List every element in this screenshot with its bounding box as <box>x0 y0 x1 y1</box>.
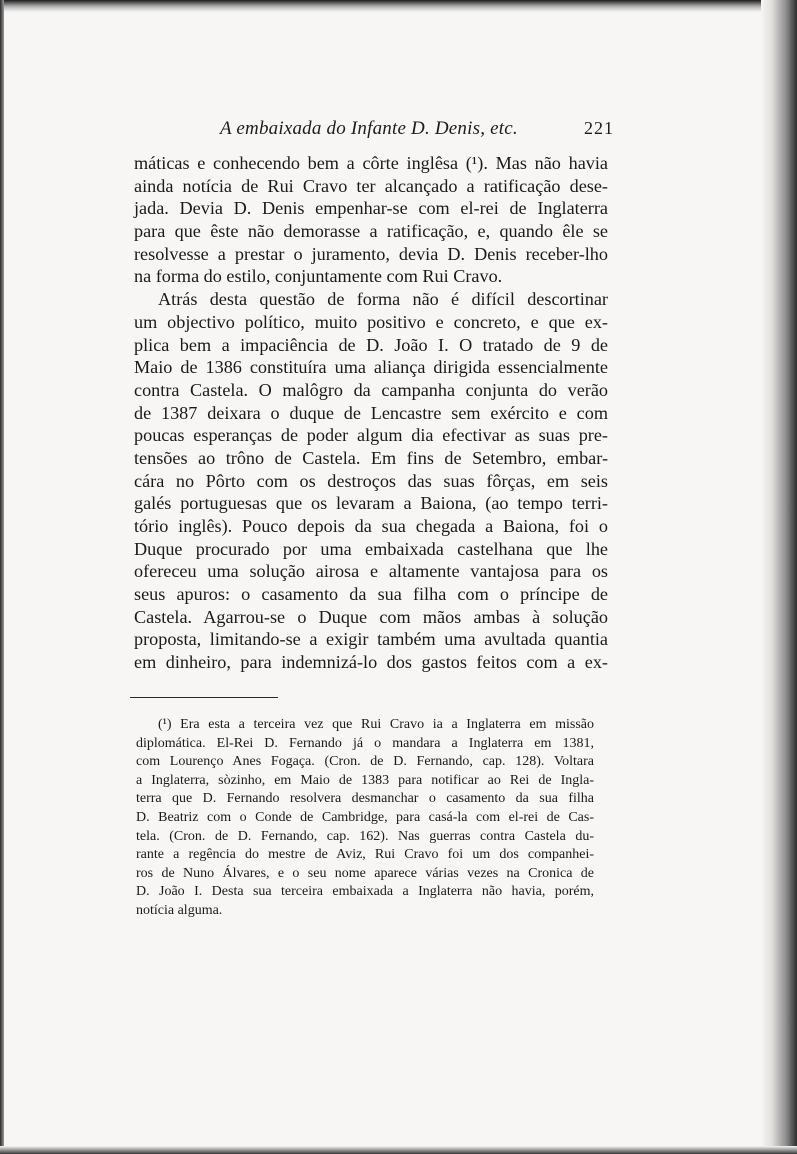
body-line: na forma do estilo, conjuntamente com Rui Cravo. <box>134 266 503 287</box>
scan-edge-top <box>0 0 797 12</box>
body-line: um objectivo político, muito positivo e concreto, e que ex- <box>134 311 608 332</box>
footnote-line: D. Beatriz com o Conde de Cambridge, para casá-la com el-rei de Cas- <box>136 809 594 825</box>
footnote-line: (¹) Era esta a terceira vez que Rui Cravo ia a Inglaterra em missão <box>158 717 594 732</box>
main-text <box>134 152 608 674</box>
page-number: 221 <box>584 118 614 138</box>
body-line: plica bem a impaciência de D. João I. O tratado de 9 de <box>134 334 608 355</box>
footnote-line: com Lourenço Anes Fogaça. (Cron. de D. Fernando, cap. 128). Voltara <box>136 754 594 770</box>
body-line: Maio de 1386 constituíra uma aliança dirigida essencialmente <box>134 357 608 378</box>
body-line: Duque procurado por uma embaixada castelhana que lhe <box>134 538 608 559</box>
running-title: A embaixada do Infante D. Denis, etc. <box>220 118 518 139</box>
body-line: jada. Devia D. Denis empenhar-se com el-rei de Inglaterra <box>134 198 608 219</box>
body-line: proposta, limitando-se a exigir também uma avultada quantia <box>134 629 608 650</box>
footnote-line: terra que D. Fernando resolvera desmanchar o casamento da sua filha <box>136 791 594 807</box>
body-line: de 1387 deixara o duque de Lencastre sem exército e com <box>134 402 608 423</box>
footnote-line: ros de Nuno Álvares, e o seu nome aparece várias vezes na Cronica de <box>136 865 594 881</box>
scan-edge-bottom <box>0 1146 797 1154</box>
running-header <box>134 118 614 144</box>
body-line: em dinheiro, para indemnizá-lo dos gastos feitos com a ex- <box>134 652 608 673</box>
footnote-line: rante a regência do mestre de Aviz, Rui Cravo foi um dos companhei- <box>136 847 594 863</box>
body-line: ofereceu uma solução airosa e altamente vantajosa para os <box>134 561 608 582</box>
footnote-line: diplomática. El-Rei D. Fernando já o mandara a Inglaterra em 1381, <box>136 735 594 751</box>
body-line: ainda notícia de Rui Cravo ter alcançado a ratificação dese- <box>134 175 608 196</box>
body-line: tensões ao trôno de Castela. Em fins de Setembro, embar- <box>134 447 608 468</box>
body-line: cára no Pôrto com os destroços das suas fôrças, em seis <box>134 470 608 491</box>
body-line: tório inglês). Pouco depois da sua chegada a Baiona, foi o <box>134 516 608 536</box>
body-line: poucas esperanças de poder algum dia efectivar as suas pre- <box>134 425 608 446</box>
body-line: resolvesse a prestar o juramento, devia D. Denis receber-lho <box>134 243 608 264</box>
footnote-separator <box>130 697 278 698</box>
body-line: máticas e conhecendo bem a côrte inglêsa (¹). Mas não havia <box>134 153 608 173</box>
body-line: seus apuros: o casamento da sua filha com o príncipe de <box>134 584 608 605</box>
body-line: Atrás desta questão de forma não é difícil descortinar <box>158 289 608 310</box>
footnote <box>136 716 594 921</box>
scan-edge-right <box>761 0 797 1154</box>
footnote-line: tela. (Cron. de D. Fernando, cap. 162). Nas guerras contra Castela du- <box>136 828 594 844</box>
scan-edge-left <box>0 0 4 1154</box>
body-line: para que êste não demorasse a ratificação, e, quando êle se <box>134 221 608 242</box>
footnote-line: a Inglaterra, sòzinho, em Maio de 1383 para notificar ao Rei de Ingla- <box>136 772 594 788</box>
footnote-line: notícia alguma. <box>136 902 223 918</box>
body-line: contra Castela. O malôgro da campanha conjunta do verão <box>134 379 608 400</box>
body-line: galés portuguesas que os levaram a Baiona, (ao tempo terri- <box>134 493 608 514</box>
body-line: Castela. Agarrou-se o Duque com mãos ambas à solução <box>134 606 608 627</box>
footnote-line: D. João I. Desta sua terceira embaixada a Inglaterra não havia, porém, <box>136 884 594 900</box>
